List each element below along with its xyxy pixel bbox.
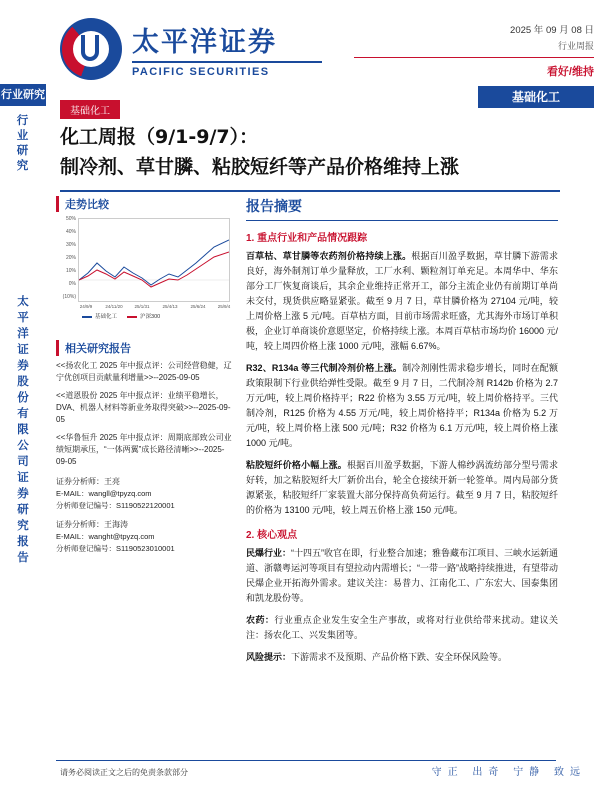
paragraph-text: “十四五”收官在即，行业整合加速；雅鲁藏布江项目、三峡水运新通道、浙赣粤运河等项目有望拉动内需增长；“一带一路”战略持续推进，有望带动民爆企业开拓海外需求。建议关注：易普力、江南化工、广东宏大、国泰集团和凯龙股份等。 (246, 548, 559, 603)
chart-section-heading: 走势比较 (56, 196, 236, 212)
list-item[interactable]: <<道恩股份 2025 年中报点评：业绩平稳增长，DVA、机器人材料等新业务取得突破>>--2025-09-05 (56, 391, 231, 424)
sidebar-vertical-label-1: 行 业 研 究 (16, 115, 30, 172)
analyst-name: 证券分析师：王亮 (56, 477, 120, 486)
analyst-name: 证券分析师：王海涛 (56, 520, 128, 529)
chart-ytick: 30% (65, 242, 76, 248)
chart-xtick: 24/9/9 (79, 304, 93, 309)
paragraph-lead: 粘胶短纤价格小幅上涨。 (246, 460, 347, 470)
trend-comparison-chart (56, 216, 236, 326)
paragraph-lead: R32、R134a 等三代制冷剂价格上涨。 (246, 363, 403, 373)
sidebar-vertical-label-2: 太 平 洋 证 券 股 份 有 限 公 司 证 券 研 究 报 告 (17, 296, 29, 564)
chart-xtick: 25/9/4 (217, 304, 231, 309)
chart-legend (82, 312, 160, 320)
page-footer (0, 760, 612, 778)
analyst-email[interactable]: E-MAIL：wangll@tpyzq.com (56, 489, 152, 498)
paragraph-text: 根据百川盈孚数据，草甘膦下游需求良好，海外制剂订单少量释放，工厂水利、颗粒剂订单充足。本周华中、华东部分工厂恢复商谈后，其余企业维持正常开工，部分主流企业仍有前期订单尚未交付，现货供应略显紧张。截至 9 月 7 日，草甘膦价格为 27104 元/吨，较上周价格上涨 5 元/吨。百草枯方面，目前市场需求旺盛，尤其海外市场订单积极，企业订单商谈价意愿坚定，价格持续上涨。本周百草枯市场均价 16000 元/吨，较上周四价格上涨 1000 元/吨，涨幅 6.67%。 (246, 251, 558, 351)
paragraph (246, 546, 558, 606)
paragraph-text: 下游需求不及预期、产品价格下跌、安全环保风险等。 (291, 652, 508, 662)
title-divider (60, 190, 560, 192)
subject-tag: 基础化工 (60, 100, 120, 119)
logo-english-name: PACIFIC SECURITIES (132, 66, 270, 78)
paragraph-lead: 百草枯、草甘膦等农药剂价格持续上涨。 (246, 251, 412, 261)
summary-heading: 报告摘要 (246, 196, 558, 221)
chart-ytick: 0% (68, 281, 76, 287)
right-column (246, 196, 558, 672)
title-area (60, 122, 560, 192)
report-date: 2025 年 09 月 08 日 (510, 25, 594, 36)
analyst-block (56, 519, 236, 554)
chart-ytick: 50% (65, 216, 76, 222)
industry-badge: 基础化工 (478, 86, 594, 108)
analyst-license: 分析师登记编号：S1190523010001 (56, 543, 175, 553)
paragraph (246, 361, 558, 451)
chart-ytick: 20% (65, 255, 76, 261)
analyst-email[interactable]: E-MAIL：wanght@tpyzq.com (56, 532, 155, 541)
paragraph-lead: 风险提示： (246, 652, 292, 662)
chart-xtick: 25/1/31 (134, 304, 150, 309)
paragraph (246, 650, 558, 665)
report-type: 行业周报 (557, 41, 594, 51)
legend-item: 沪深300 (127, 312, 160, 320)
logo-chinese-name: 太平洋证券 (132, 27, 277, 58)
footer-motto: 守正 出奇 宁静 致远 (431, 767, 586, 778)
chart-xtick: 25/4/13 (162, 304, 178, 309)
paragraph (246, 249, 558, 354)
left-column (56, 196, 236, 554)
legend-item: 基础化工 (82, 312, 117, 320)
page-title-line2: 制冷剂、草甘膦、粘胶短纤等产品价格维持上涨 (60, 156, 460, 178)
sidebar-vertical (0, 84, 46, 764)
header-meta (344, 22, 594, 108)
analyst-license: 分析师登记编号：S1190522120001 (56, 500, 175, 510)
related-reports-heading: 相关研究报告 (56, 340, 236, 356)
logo-text (132, 20, 322, 78)
paragraph-text: 根据百川盈孚数据，下游人棉纱涡流纺部分型号需求好转，加之粘胶短纤大厂新价出台，轮全仓接续开新一轮签单。周内局部分货源紧张，粘胶短纤厂家装置大部分保持高负荷运行。截至 9 月 7 日，粘胶短纤的价格为 13100 元/吨，较上周五价格上涨 150 元/吨。 (246, 460, 558, 515)
related-reports-list (56, 360, 236, 468)
paragraph (246, 613, 558, 643)
footer-divider (56, 760, 556, 761)
section-heading: 2. 核心观点 (246, 530, 298, 541)
chart-xtick: 25/6/24 (190, 304, 206, 309)
series-line-hushen300 (79, 252, 229, 287)
chart-plot-area (78, 218, 230, 302)
sidebar-tag: 行业研究 (0, 84, 46, 106)
pacific-securities-logo-icon (60, 18, 122, 80)
header-divider (354, 57, 594, 58)
chart-ytick: (10%) (62, 294, 76, 300)
paragraph-lead: 民爆行业： (246, 548, 292, 558)
footer-disclaimer: 请务必阅读正文之后的免责条款部分 (60, 768, 188, 777)
paragraph-text: 制冷剂刚性需求稳步增长，同时在配额政策限制下行业供给弹性受限。截至 9 月 7 日，二代制冷剂 R142b 价格为 2.7 万元/吨，较上周价格持平；R22 价格为 3.55 万元/吨，较上周价格持平。三代制冷剂，R125 价格为 4.55 万元/吨，较上周价格持平；R134a 价格为 5.2 万元/吨，较上周价格上涨 500 元/吨；R32 价格为 6.1 万元/吨，较上周价格上涨 1000 元/吨。 (246, 363, 558, 448)
chart-ytick: 10% (65, 268, 76, 274)
page-title-line1: 化工周报（9/1-9/7）： (60, 126, 259, 148)
paragraph-lead: 农药： (246, 615, 275, 625)
analyst-block (56, 476, 236, 511)
list-item[interactable]: <<华鲁恒升 2025 年中报点评：周期底部致公司业绩短期承压，“一体两翼”成长路径清晰>>--2025-09-05 (56, 433, 232, 466)
paragraph (246, 458, 558, 518)
chart-ytick: 40% (65, 229, 76, 235)
chart-xtick: 24/11/20 (105, 304, 123, 309)
page-header (0, 0, 612, 104)
paragraph-text: 行业重点企业发生安全生产事故，或将对行业供给带来扰动。建议关注：扬农化工、兴发集团等。 (246, 615, 558, 640)
section-heading: 1. 重点行业和产品情况跟踪 (246, 233, 368, 244)
chart-svg (79, 219, 229, 301)
list-item[interactable]: <<扬农化工 2025 年中报点评：公司经营稳健，辽宁优创项目贡献量利增量>>--2025-09-05 (56, 361, 232, 382)
logo-divider (132, 61, 322, 63)
company-logo (60, 18, 322, 80)
rating-badge: 看好/维持 (546, 66, 594, 78)
